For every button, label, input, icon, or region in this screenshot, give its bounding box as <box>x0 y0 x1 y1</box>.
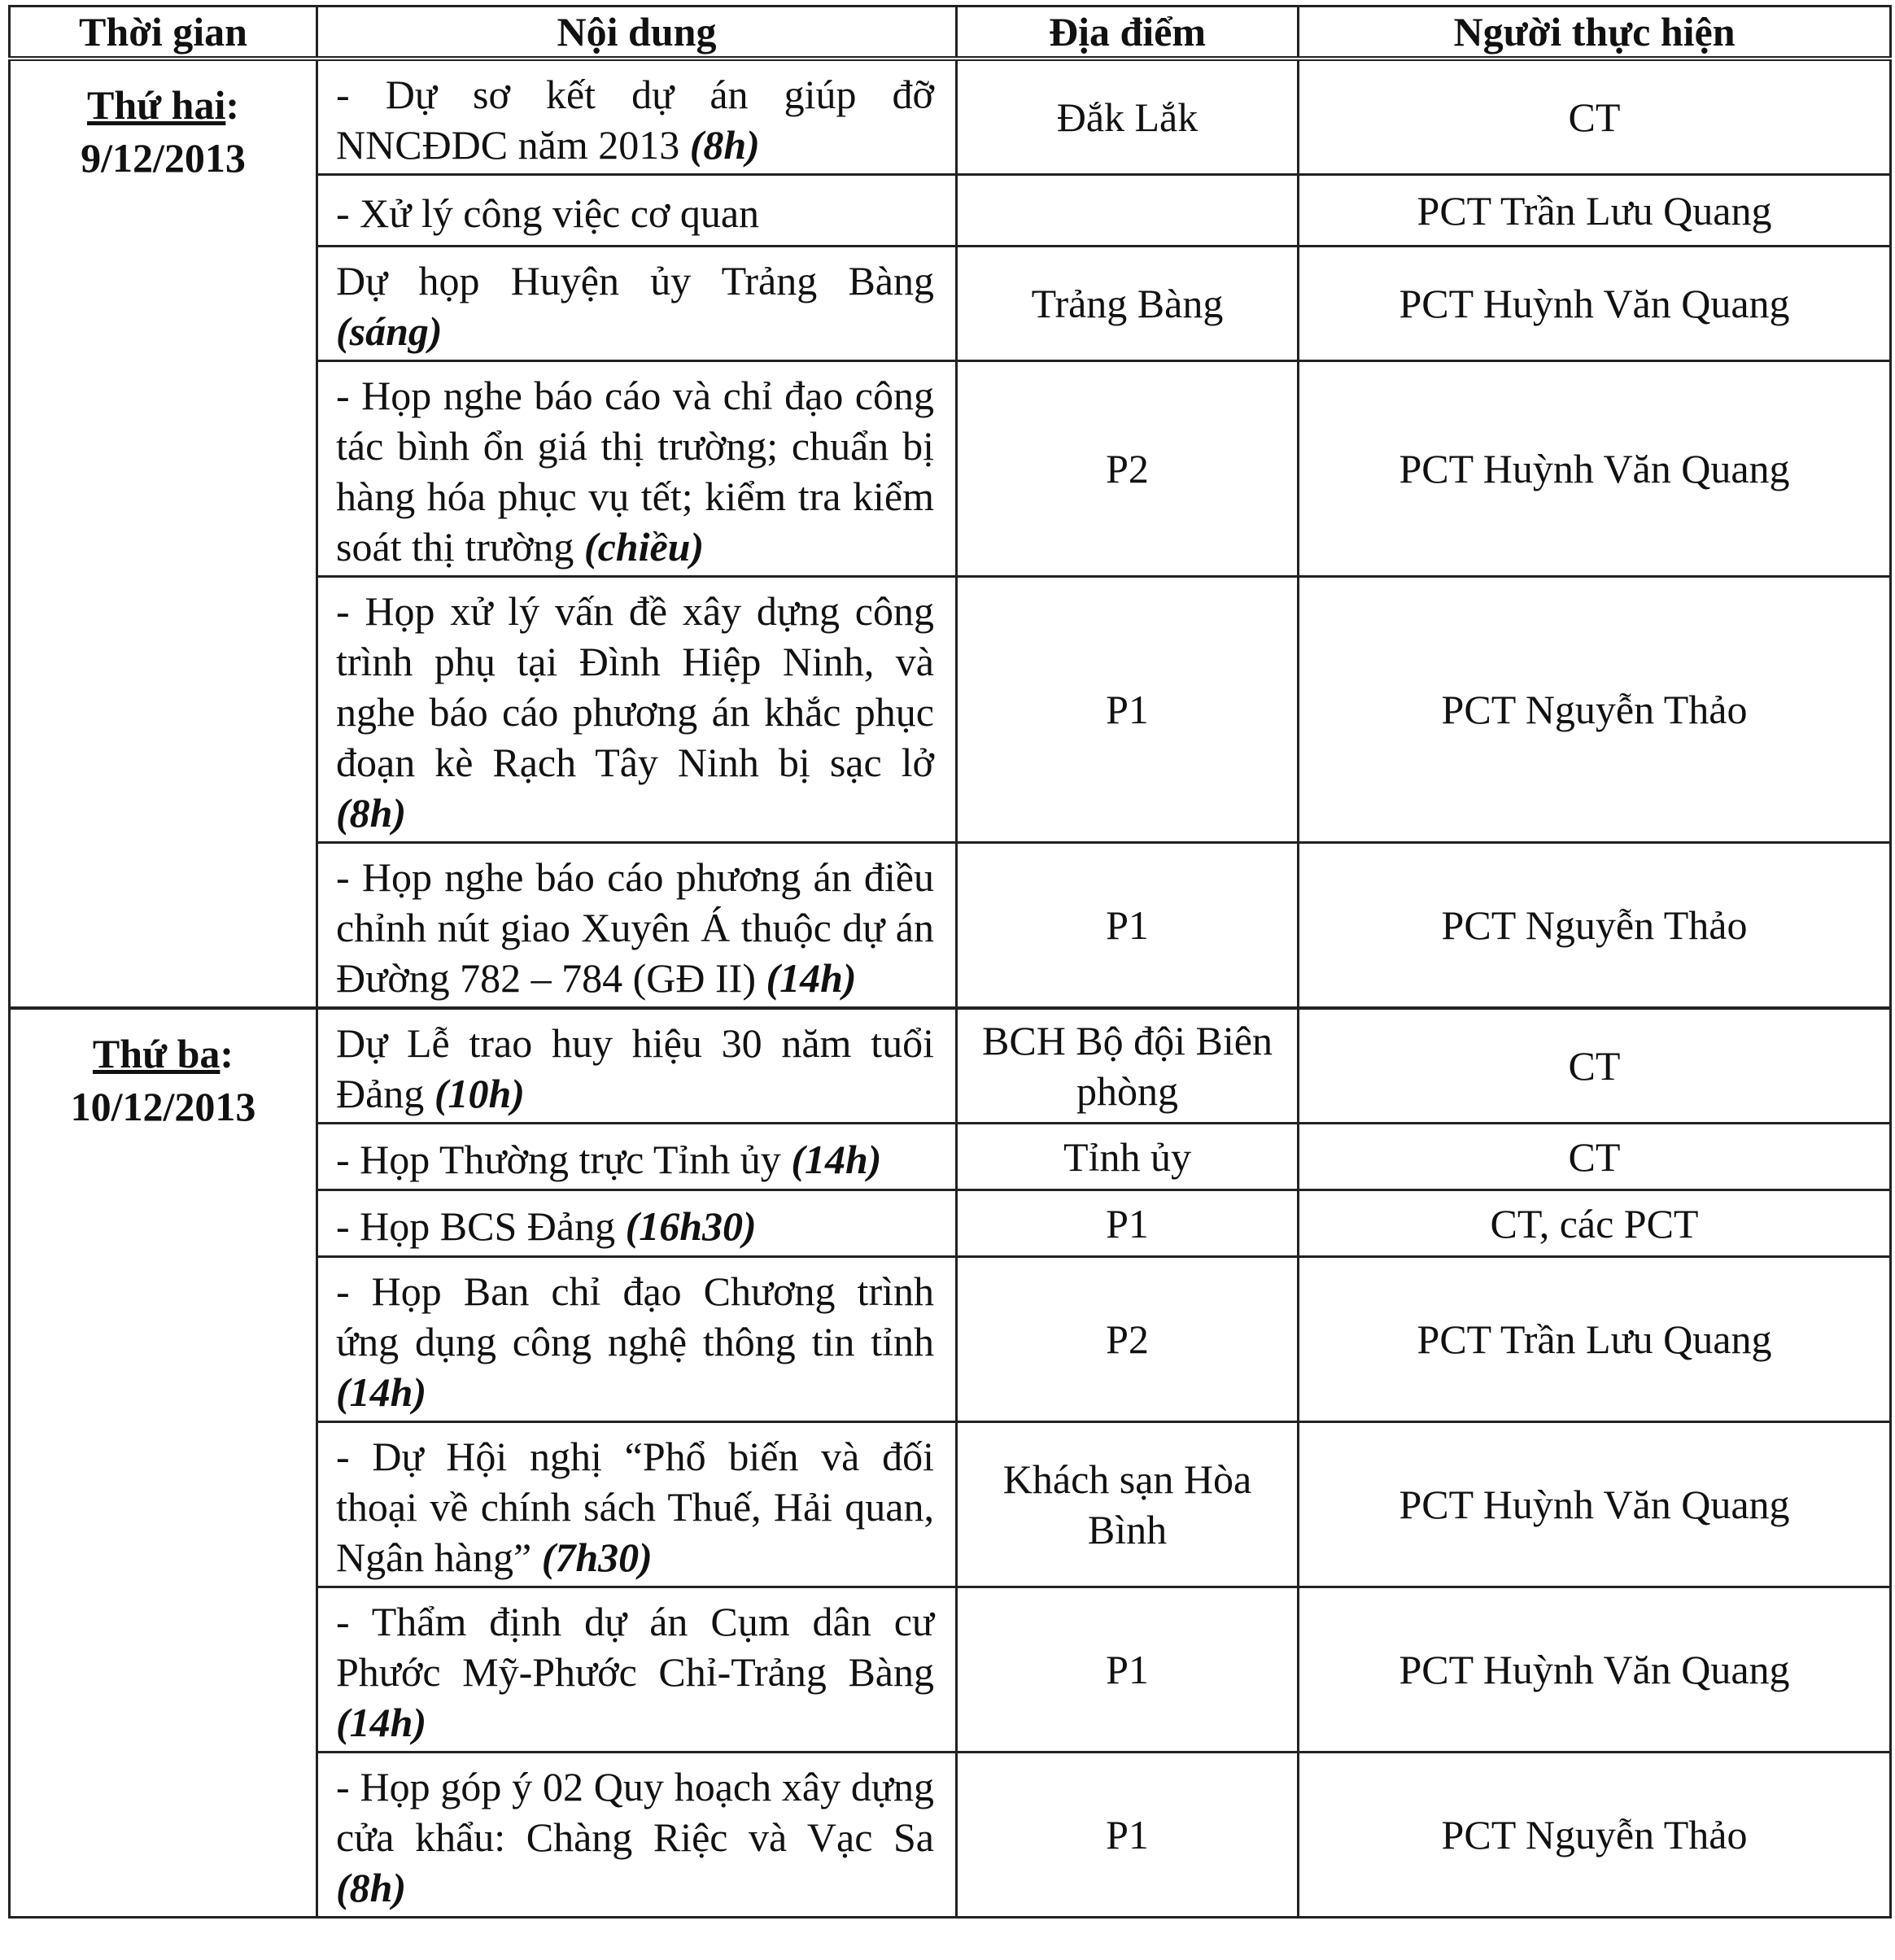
location-cell: P2 <box>957 361 1299 577</box>
day-date: 9/12/2013 <box>81 135 246 181</box>
person-cell: PCT Trần Lưu Quang <box>1299 175 1891 247</box>
task-time: (14h) <box>791 1136 882 1182</box>
location-cell: P1 <box>957 577 1299 843</box>
task-cell <box>317 247 957 361</box>
table-row <box>10 1008 1891 1124</box>
task-cell <box>317 843 957 1009</box>
task-cell <box>317 1753 957 1918</box>
task-text: - Họp nghe báo cáo phương án điều chỉnh nút giao Xuyên Á thuộc dự án Đường 782 – 784 (GĐ II) <box>336 854 934 1001</box>
location-cell: Tỉnh ủy <box>957 1124 1299 1190</box>
header-location: Địa điểm <box>957 7 1299 59</box>
day-name: Thứ ba <box>92 1031 221 1076</box>
task-time: (10h) <box>434 1071 525 1116</box>
day-colon: : <box>220 1031 234 1076</box>
location-cell: P1 <box>957 1587 1299 1753</box>
task-time: (14h) <box>336 1700 427 1745</box>
schedule-sheet <box>8 5 1889 1951</box>
header-time: Thời gian <box>10 7 317 59</box>
task-text: - Xử lý công việc cơ quan <box>336 190 760 236</box>
person-cell: PCT Huỳnh Văn Quang <box>1299 247 1891 361</box>
task-time: (14h) <box>336 1369 427 1415</box>
task-text: Dự Lễ trao huy hiệu 30 năm tuổi Đảng <box>336 1020 934 1116</box>
task-cell <box>317 1422 957 1587</box>
task-time: (sáng) <box>336 308 443 354</box>
location-cell: P1 <box>957 843 1299 1009</box>
task-cell <box>317 1587 957 1753</box>
location-cell <box>957 175 1299 247</box>
task-text: - Họp góp ý 02 Quy hoạch xây dựng cửa khẩu: Chàng Riệc và Vạc Sa <box>336 1764 934 1860</box>
task-time: (8h) <box>336 1865 407 1910</box>
task-text: - Dự Hội nghị “Phổ biến và đối thoại về chính sách Thuế, Hải quan, Ngân hàng” <box>336 1434 934 1580</box>
task-cell <box>317 1190 957 1257</box>
task-time: (chiều) <box>583 524 705 570</box>
person-cell: CT <box>1299 59 1891 175</box>
location-cell: BCH Bộ đội Biên phòng <box>957 1008 1299 1124</box>
task-cell <box>317 175 957 247</box>
person-cell: PCT Trần Lưu Quang <box>1299 1257 1891 1422</box>
task-cell <box>317 1008 957 1124</box>
task-cell <box>317 1124 957 1190</box>
task-text: - Họp BCS Đảng <box>336 1203 616 1249</box>
task-cell <box>317 1257 957 1422</box>
header-row <box>10 7 1891 59</box>
day-cell <box>10 59 317 1008</box>
person-cell: CT <box>1299 1008 1891 1124</box>
person-cell: CT <box>1299 1124 1891 1190</box>
task-cell <box>317 361 957 577</box>
location-cell: Đắk Lắk <box>957 59 1299 175</box>
day-cell <box>10 1008 317 1918</box>
person-cell: PCT Nguyễn Thảo <box>1299 1753 1891 1918</box>
task-text: - Dự sơ kết dự án giúp đỡ NNCĐDC năm 2013 <box>336 72 934 168</box>
location-cell: P2 <box>957 1257 1299 1422</box>
header-content: Nội dung <box>317 7 957 59</box>
day-date: 10/12/2013 <box>70 1084 256 1129</box>
header-person: Người thực hiện <box>1299 7 1891 59</box>
person-cell: PCT Huỳnh Văn Quang <box>1299 361 1891 577</box>
person-cell: CT, các PCT <box>1299 1190 1891 1257</box>
person-cell: PCT Huỳnh Văn Quang <box>1299 1587 1891 1753</box>
location-cell: P1 <box>957 1190 1299 1257</box>
location-cell: Trảng Bàng <box>957 247 1299 361</box>
task-time: (8h) <box>336 790 407 836</box>
task-text: - Họp nghe báo cáo và chỉ đạo công tác bình ổn giá thị trường; chuẩn bị hàng hóa phục vụ tết; kiểm tra kiểm soát thị trường <box>336 373 934 570</box>
location-cell: P1 <box>957 1753 1299 1918</box>
task-cell <box>317 59 957 175</box>
day-colon: : <box>225 82 240 128</box>
task-text: - Họp xử lý vấn đề xây dựng công trình phụ tại Đình Hiệp Ninh, và nghe báo cáo phương án khắc phục đoạn kè Rạch Tây Ninh bị sạc lở <box>336 588 934 785</box>
task-text: - Họp Ban chỉ đạo Chương trình ứng dụng công nghệ thông tin tỉnh <box>336 1268 934 1364</box>
person-cell: PCT Nguyễn Thảo <box>1299 843 1891 1009</box>
task-cell <box>317 577 957 843</box>
person-cell: PCT Nguyễn Thảo <box>1299 577 1891 843</box>
schedule-table <box>8 5 1892 1919</box>
task-time: (14h) <box>766 955 857 1001</box>
task-text: - Họp Thường trực Tỉnh ủy <box>336 1136 781 1182</box>
schedule-body <box>10 59 1891 1918</box>
day-name: Thứ hai <box>86 82 226 128</box>
task-time: (8h) <box>689 122 760 168</box>
task-time: (7h30) <box>541 1534 653 1580</box>
task-text: - Thẩm định dự án Cụm dân cư Phước Mỹ-Phước Chỉ-Trảng Bàng <box>336 1599 934 1695</box>
location-cell: Khách sạn Hòa Bình <box>957 1422 1299 1587</box>
table-row <box>10 59 1891 175</box>
person-cell: PCT Huỳnh Văn Quang <box>1299 1422 1891 1587</box>
task-time: (16h30) <box>625 1203 757 1249</box>
task-text: Dự họp Huyện ủy Trảng Bàng <box>336 258 934 303</box>
